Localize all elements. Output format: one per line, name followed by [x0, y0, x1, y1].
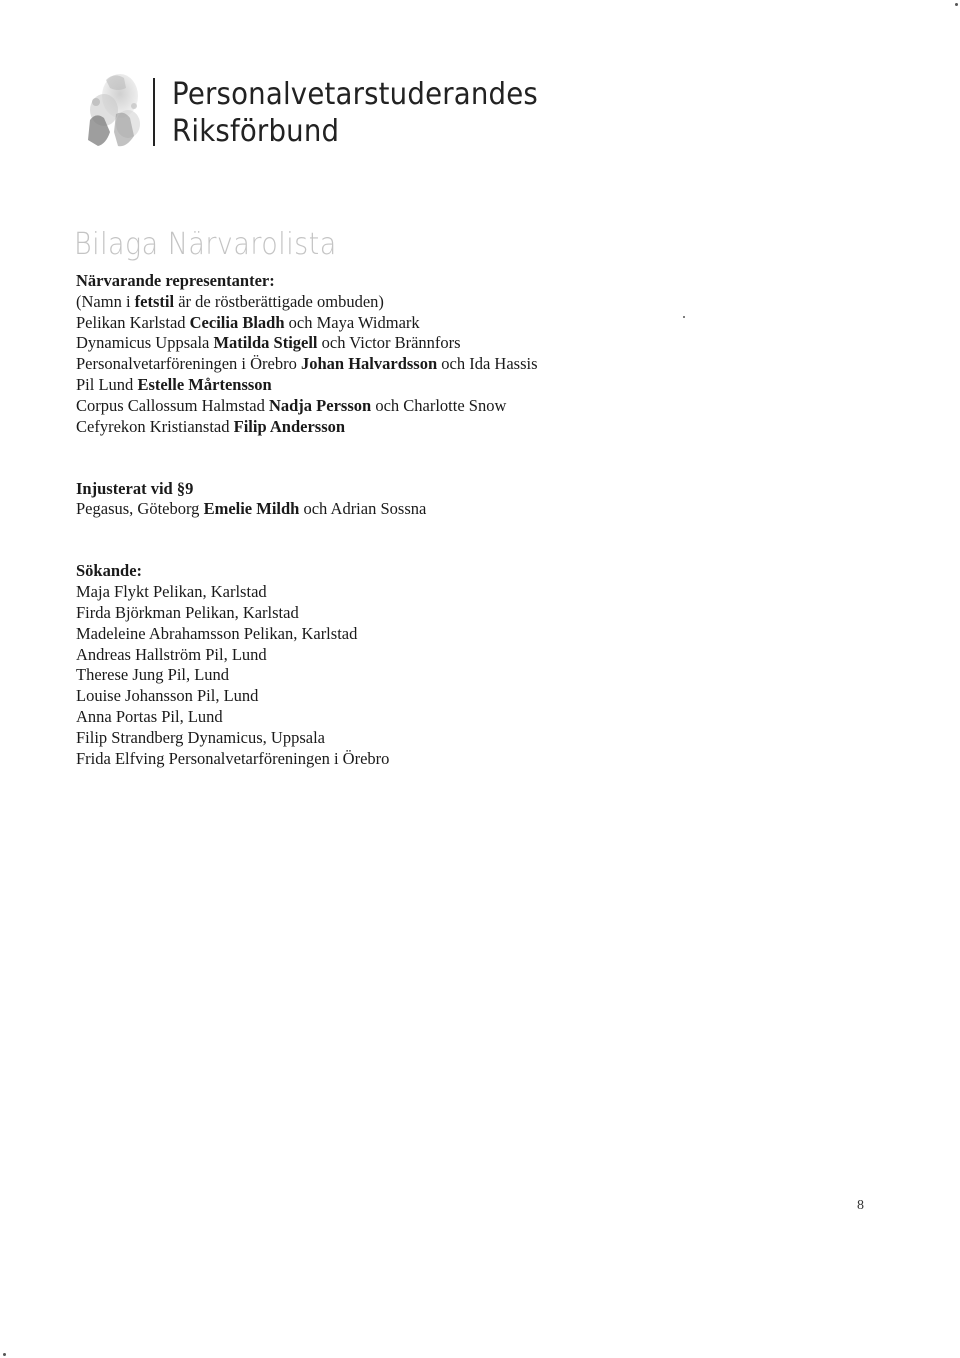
- applicant-item: Andreas Hallström Pil, Lund: [76, 644, 267, 664]
- page-number: 8: [857, 1198, 864, 1213]
- applicants-heading: Sökande:: [76, 561, 143, 581]
- applicant-item: Louise Johansson Pil, Lund: [76, 686, 259, 706]
- representative-row: Corpus Callossum Halmstad Nadja Persson och Charlotte Snow: [76, 395, 507, 415]
- org-name-line-1: Personalvetarstuderandes: [172, 77, 538, 112]
- scan-speck: [955, 3, 958, 6]
- organization-name: [172, 76, 538, 150]
- header-divider: [153, 78, 155, 146]
- adjusted-row: Pegasus, Göteborg Emelie Mildh och Adrian Sossna: [76, 499, 427, 519]
- scan-speck: [683, 316, 685, 318]
- representative-row: Pelikan Karlstad Cecilia Bladh och Maya Widmark: [76, 312, 420, 332]
- scan-speck: [3, 1353, 6, 1356]
- representatives-note: (Namn i fetstil är de röstberättigade ombuden): [76, 291, 384, 311]
- representative-row: Cefyrekon Kristianstad Filip Andersson: [76, 416, 346, 436]
- page-title: Bilaga Närvarolista: [74, 227, 337, 262]
- applicant-item: Therese Jung Pil, Lund: [76, 665, 230, 685]
- attendance-list: [76, 271, 716, 769]
- applicant-item: Maja Flykt Pelikan, Karlstad: [76, 582, 267, 602]
- adjusted-heading: Injusterat vid §9: [76, 478, 194, 498]
- representative-row: Personalvetarföreningen i Örebro Johan Halvardsson och Ida Hassis: [76, 354, 538, 374]
- applicant-item: Madeleine Abrahamsson Pelikan, Karlstad: [76, 623, 358, 643]
- applicant-item: Firda Björkman Pelikan, Karlstad: [76, 602, 299, 622]
- applicant-item: Filip Strandberg Dynamicus, Uppsala: [76, 727, 325, 747]
- representatives-heading: Närvarande representanter:: [76, 271, 275, 290]
- applicant-item: Frida Elfving Personalvetarföreningen i Örebro: [76, 748, 390, 768]
- applicant-item: Anna Portas Pil, Lund: [76, 706, 223, 726]
- organization-logo: [76, 66, 148, 158]
- representative-row: Dynamicus Uppsala Matilda Stigell och Victor Brännfors: [76, 333, 461, 353]
- representative-row: Pil Lund Estelle Mårtensson: [76, 374, 272, 394]
- org-name-line-2: Riksförbund: [172, 114, 340, 149]
